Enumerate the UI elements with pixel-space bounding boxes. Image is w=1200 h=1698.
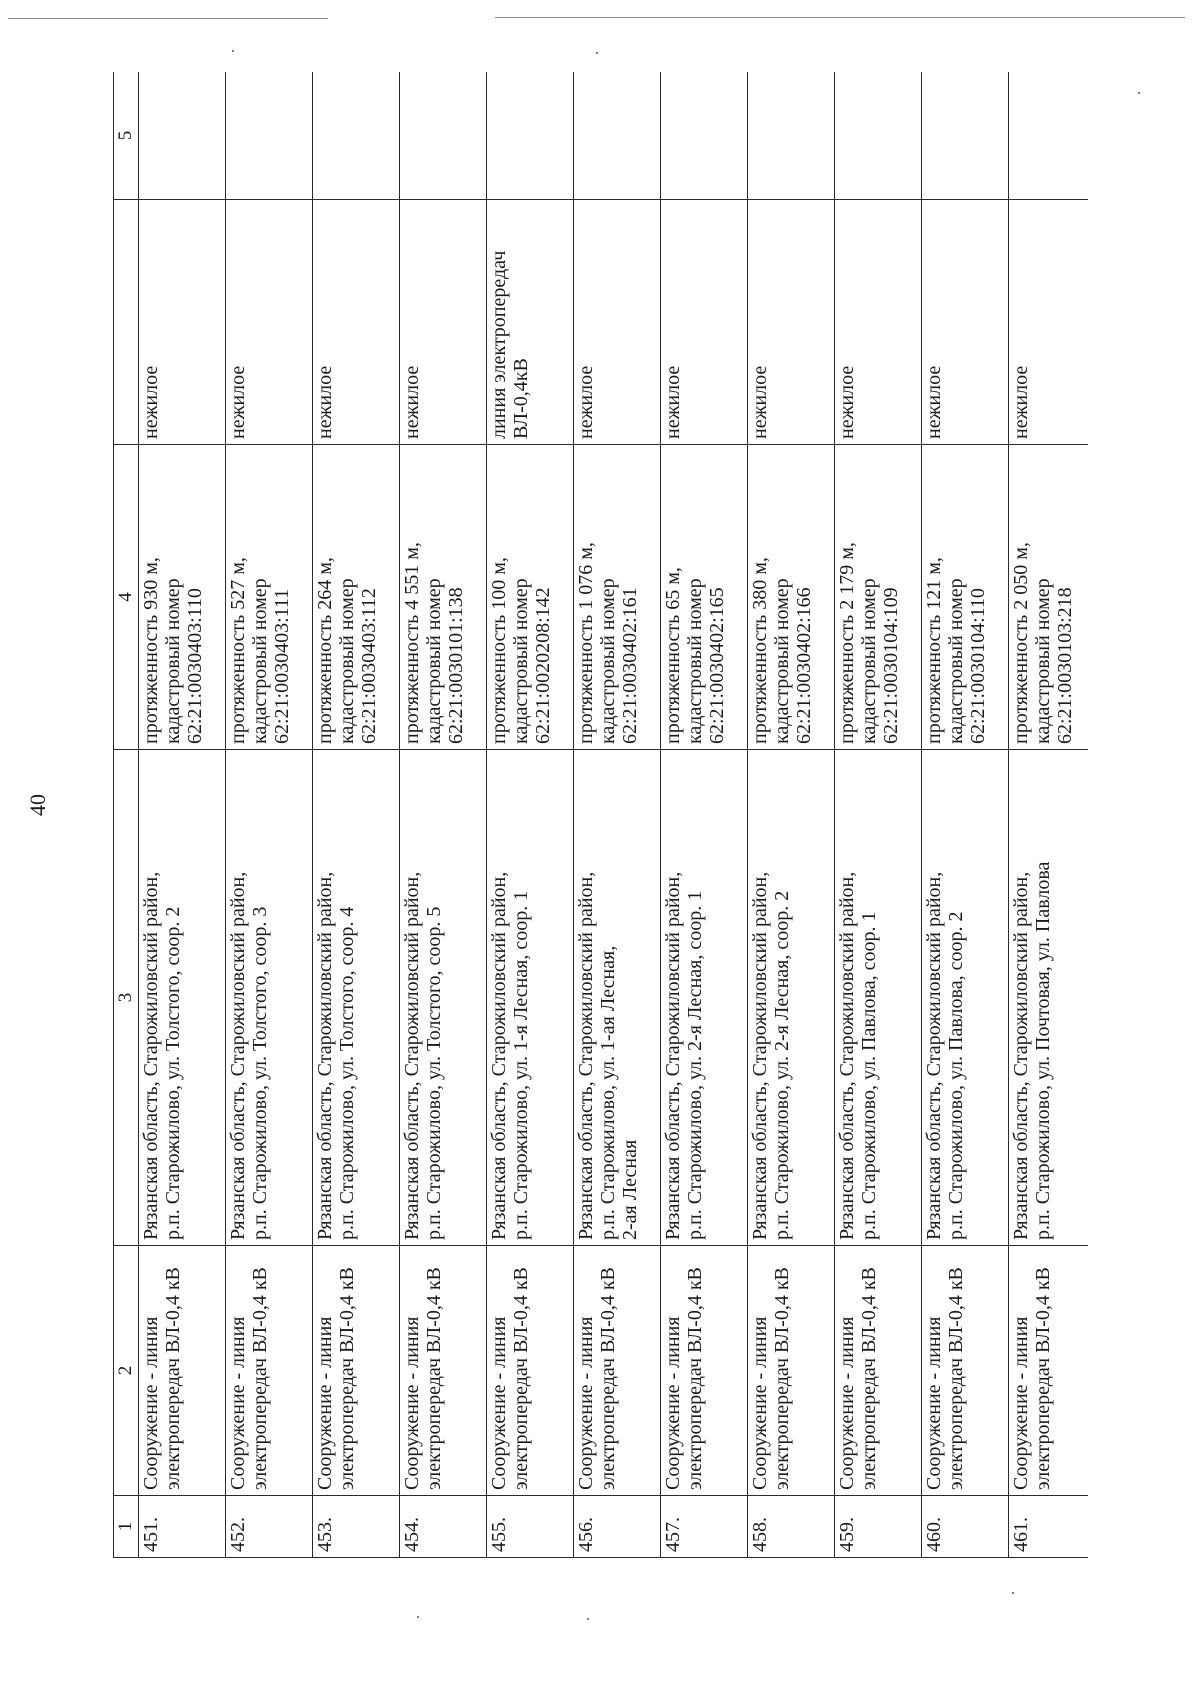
scan-speck — [417, 1616, 419, 1618]
rotated-table-area — [113, 72, 1088, 1558]
object-purpose: нежилое — [661, 200, 748, 445]
row-number: 452. — [226, 1496, 313, 1558]
object-address: Рязанская область, Старожиловский район, р.п. Старожилово, ул. Павлова, соор. 2 — [922, 750, 1009, 1246]
row-number: 459. — [835, 1496, 922, 1558]
object-name: Сооружение - линия электропередач ВЛ-0,4 кВ — [1009, 1246, 1089, 1496]
table-header-row — [114, 72, 139, 1558]
row-number: 454. — [400, 1496, 487, 1558]
column-5-value — [922, 72, 1009, 200]
scan-speck — [596, 52, 598, 54]
column-5-value — [835, 72, 922, 200]
row-number: 460. — [922, 1496, 1009, 1558]
object-purpose: нежилое — [748, 200, 835, 445]
object-purpose: нежилое — [226, 200, 313, 445]
object-purpose: нежилое — [574, 200, 661, 445]
object-address: Рязанская область, Старожиловский район, р.п. Старожилово, ул. Толстого, соор. 3 — [226, 750, 313, 1246]
object-details: протяженность 100 м, кадастровый номер 62:21:0020208:142 — [487, 445, 574, 750]
object-name: Сооружение - линия электропередач ВЛ-0,4 кВ — [139, 1246, 226, 1496]
object-address: Рязанская область, Старожиловский район, р.п. Старожилово, ул. 1-ая Лесная, 2-ая Лесная — [574, 750, 661, 1246]
table-row — [748, 72, 835, 1558]
object-address: Рязанская область, Старожиловский район, р.п. Старожилово, ул. Толстого, соор. 2 — [139, 750, 226, 1246]
scan-speck — [1138, 92, 1140, 94]
header-col-4b — [114, 200, 139, 445]
object-address: Рязанская область, Старожиловский район, р.п. Старожилово, ул. Павлова, соор. 1 — [835, 750, 922, 1246]
header-col-5: 5 — [114, 72, 139, 200]
page-number-text: 40 — [25, 794, 50, 816]
object-details: протяженность 264 м, кадастровый номер 62:21:0030403:112 — [313, 445, 400, 750]
column-5-value — [661, 72, 748, 200]
object-details: протяженность 2 179 м, кадастровый номер 62:21:0030104:109 — [835, 445, 922, 750]
page-number — [18, 785, 58, 825]
object-details: протяженность 380 м, кадастровый номер 62:21:0030402:166 — [748, 445, 835, 750]
object-address: Рязанская область, Старожиловский район, р.п. Старожилово, ул. 2-я Лесная, соор. 2 — [748, 750, 835, 1246]
object-purpose: нежилое — [139, 200, 226, 445]
column-5-value — [313, 72, 400, 200]
object-name: Сооружение - линия электропередач ВЛ-0,4 кВ — [226, 1246, 313, 1496]
object-address: Рязанская область, Старожиловский район, р.п. Старожилово, ул. 1-я Лесная, соор. 1 — [487, 750, 574, 1246]
table-row — [661, 72, 748, 1558]
table-row — [139, 72, 226, 1558]
row-number: 451. — [139, 1496, 226, 1558]
object-purpose: нежилое — [1009, 200, 1089, 445]
table-row — [226, 72, 313, 1558]
column-5-value — [226, 72, 313, 200]
row-number: 457. — [661, 1496, 748, 1558]
table-row — [487, 72, 574, 1558]
object-purpose: нежилое — [922, 200, 1009, 445]
object-name: Сооружение - линия электропередач ВЛ-0,4 кВ — [313, 1246, 400, 1496]
scan-edge-line-left — [8, 18, 328, 19]
object-details: протяженность 2 050 м, кадастровый номер 62:21:0030103:218 — [1009, 445, 1089, 750]
object-address: Рязанская область, Старожиловский район, р.п. Старожилово, ул. Толстого, соор. 4 — [313, 750, 400, 1246]
row-number: 458. — [748, 1496, 835, 1558]
property-register-table — [113, 72, 1088, 1558]
object-name: Сооружение - линия электропередач ВЛ-0,4 кВ — [661, 1246, 748, 1496]
table-row — [574, 72, 661, 1558]
object-name: Сооружение - линия электропередач ВЛ-0,4 кВ — [835, 1246, 922, 1496]
row-number: 453. — [313, 1496, 400, 1558]
column-5-value — [748, 72, 835, 200]
object-purpose: нежилое — [400, 200, 487, 445]
object-details: протяженность 121 м, кадастровый номер 62:21:0030104:110 — [922, 445, 1009, 750]
object-details: протяженность 930 м, кадастровый номер 62:21:0030403:110 — [139, 445, 226, 750]
object-name: Сооружение - линия электропередач ВЛ-0,4 кВ — [922, 1246, 1009, 1496]
table-row — [313, 72, 400, 1558]
header-col-1: 1 — [114, 1496, 139, 1558]
column-5-value — [1009, 72, 1089, 200]
scan-edge-line-right — [495, 17, 1185, 18]
header-col-3: 3 — [114, 750, 139, 1246]
table-row — [835, 72, 922, 1558]
table-row — [1009, 72, 1089, 1558]
header-col-2: 2 — [114, 1246, 139, 1496]
table-row — [922, 72, 1009, 1558]
object-details: протяженность 4 551 м, кадастровый номер 62:21:0030101:138 — [400, 445, 487, 750]
table-row — [400, 72, 487, 1558]
table-body — [139, 72, 1089, 1558]
object-details: протяженность 527 м, кадастровый номер 62:21:0030403:111 — [226, 445, 313, 750]
object-address: Рязанская область, Старожиловский район, р.п. Старожилово, ул. Почтовая, ул. Павлова — [1009, 750, 1089, 1246]
rotated-table-frame — [113, 72, 1088, 1558]
object-address: Рязанская область, Старожиловский район, р.п. Старожилово, ул. Толстого, соор. 5 — [400, 750, 487, 1246]
object-name: Сооружение - линия электропередач ВЛ-0,4 кВ — [487, 1246, 574, 1496]
column-5-value — [139, 72, 226, 200]
row-number: 461. — [1009, 1496, 1089, 1558]
object-purpose: нежилое — [835, 200, 922, 445]
object-purpose: линия электропередач ВЛ-0,4кВ — [487, 200, 574, 445]
row-number: 455. — [487, 1496, 574, 1558]
row-number: 456. — [574, 1496, 661, 1558]
column-5-value — [574, 72, 661, 200]
column-5-value — [400, 72, 487, 200]
scan-speck — [1012, 1592, 1014, 1594]
scan-speck — [587, 1618, 589, 1620]
header-col-4: 4 — [114, 445, 139, 750]
object-name: Сооружение - линия электропередач ВЛ-0,4 кВ — [400, 1246, 487, 1496]
scan-speck — [232, 50, 234, 52]
object-details: протяженность 1 076 м, кадастровый номер 62:21:0030402:161 — [574, 445, 661, 750]
object-address: Рязанская область, Старожиловский район, р.п. Старожилово, ул. 2-я Лесная, соор. 1 — [661, 750, 748, 1246]
object-name: Сооружение - линия электропередач ВЛ-0,4 кВ — [748, 1246, 835, 1496]
column-5-value — [487, 72, 574, 200]
object-details: протяженность 65 м, кадастровый номер 62:21:0030402:165 — [661, 445, 748, 750]
object-purpose: нежилое — [313, 200, 400, 445]
object-name: Сооружение - линия электропередач ВЛ-0,4 кВ — [574, 1246, 661, 1496]
